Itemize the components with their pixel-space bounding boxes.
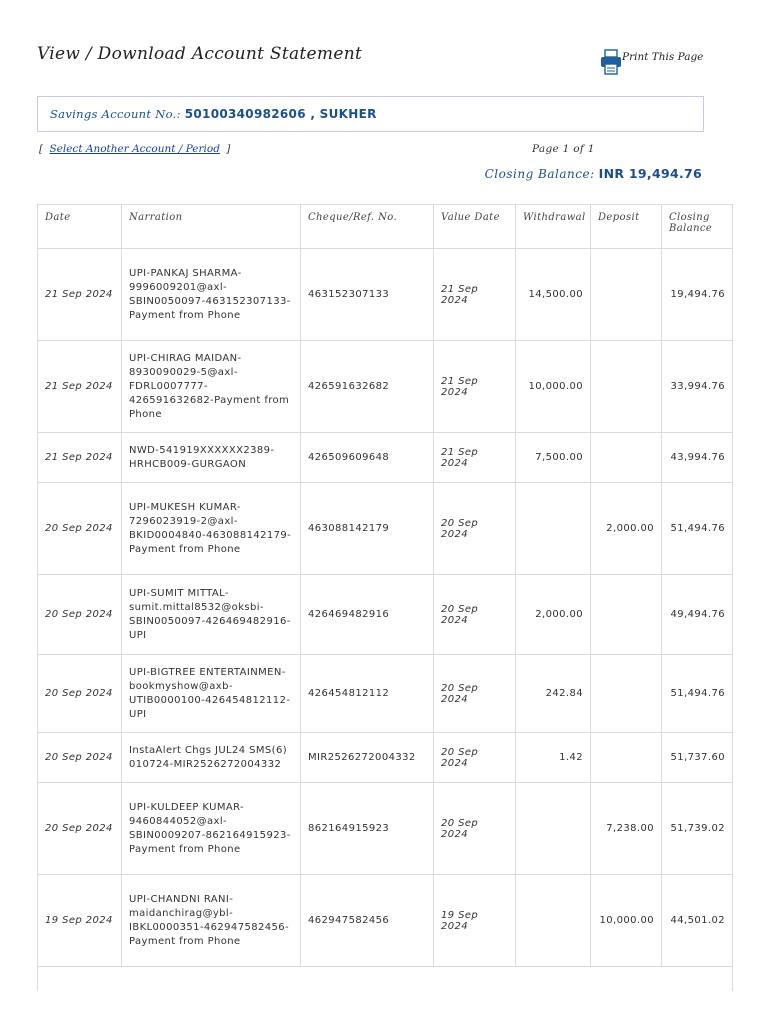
cell-ref: MIR2526272004332: [301, 733, 434, 783]
cell-balance: 51,739.02: [662, 783, 733, 875]
table-row: [38, 783, 733, 875]
table-row: [38, 575, 733, 655]
cell-narration: InstaAlert Chgs JUL24 SMS(6) 010724-MIR2526272004332: [122, 733, 301, 783]
bracket-open: [: [39, 143, 44, 155]
cell-empty: [122, 967, 301, 991]
cell-balance: 51,737.60: [662, 733, 733, 783]
cell-narration: UPI-PANKAJ SHARMA-9996009201@axl-SBIN0050097-463152307133-Payment from Phone: [122, 249, 301, 341]
cell-empty: [591, 967, 662, 991]
cell-date: 21 Sep 2024: [38, 341, 122, 433]
statement-table: [37, 204, 733, 991]
cell-narration: UPI-MUKESH KUMAR-7296023919-2@axl-BKID0004840-463088142179-Payment from Phone: [122, 483, 301, 575]
cell-empty: [662, 967, 733, 991]
cell-ref: 862164915923: [301, 783, 434, 875]
cell-deposit: 7,238.00: [591, 783, 662, 875]
cell-ref: 426591632682: [301, 341, 434, 433]
table-row-partial: [38, 967, 733, 991]
cell-ref: 426469482916: [301, 575, 434, 655]
account-number-label: Savings Account No.:: [50, 107, 181, 121]
cell-value-date: 20 Sep 2024: [434, 483, 516, 575]
bracket-close: ]: [226, 143, 231, 155]
cell-deposit: 10,000.00: [591, 875, 662, 967]
col-header-ref: Cheque/Ref. No.: [301, 205, 434, 249]
select-account-row: [39, 143, 230, 155]
cell-withdrawal: [516, 783, 591, 875]
cell-deposit: [591, 733, 662, 783]
cell-value-date: 20 Sep 2024: [434, 655, 516, 733]
cell-ref: 463152307133: [301, 249, 434, 341]
cell-date: 20 Sep 2024: [38, 575, 122, 655]
cell-ref: 426509609648: [301, 433, 434, 483]
cell-deposit: [591, 433, 662, 483]
cell-empty: [434, 967, 516, 991]
cell-narration: NWD-541919XXXXXX2389-HRHCB009-GURGAON: [122, 433, 301, 483]
cell-withdrawal: [516, 875, 591, 967]
cell-date: 19 Sep 2024: [38, 875, 122, 967]
cell-balance: 51,494.76: [662, 655, 733, 733]
cell-balance: 43,994.76: [662, 433, 733, 483]
cell-date: 20 Sep 2024: [38, 733, 122, 783]
page-title: View / Download Account Statement: [37, 44, 363, 64]
cell-deposit: [591, 655, 662, 733]
cell-date: 20 Sep 2024: [38, 783, 122, 875]
table-row: [38, 341, 733, 433]
print-page-label[interactable]: Print This Page: [622, 51, 704, 63]
cell-ref: 463088142179: [301, 483, 434, 575]
table-row: [38, 433, 733, 483]
cell-value-date: 20 Sep 2024: [434, 575, 516, 655]
cell-narration: UPI-SUMIT MITTAL-sumit.mittal8532@oksbi-SBIN0050097-426469482916-UPI: [122, 575, 301, 655]
col-header-deposit: Deposit: [591, 205, 662, 249]
col-header-withdrawal: Withdrawal: [516, 205, 591, 249]
cell-value-date: 20 Sep 2024: [434, 783, 516, 875]
cell-value-date: 21 Sep 2024: [434, 249, 516, 341]
cell-deposit: 2,000.00: [591, 483, 662, 575]
cell-withdrawal: 10,000.00: [516, 341, 591, 433]
cell-empty: [301, 967, 434, 991]
print-page-link[interactable]: [600, 49, 703, 75]
closing-balance: [485, 166, 702, 181]
cell-value-date: 20 Sep 2024: [434, 733, 516, 783]
cell-ref: 426454812112: [301, 655, 434, 733]
cell-balance: 49,494.76: [662, 575, 733, 655]
select-another-account-link[interactable]: Select Another Account / Period: [49, 143, 220, 155]
cell-withdrawal: [516, 483, 591, 575]
page-indicator: Page 1 of 1: [532, 143, 595, 155]
table-row: [38, 733, 733, 783]
cell-empty: [38, 967, 122, 991]
cell-withdrawal: 1.42: [516, 733, 591, 783]
cell-withdrawal: 2,000.00: [516, 575, 591, 655]
col-header-value-date: Value Date: [434, 205, 516, 249]
cell-value-date: 21 Sep 2024: [434, 341, 516, 433]
cell-narration: UPI-BIGTREE ENTERTAINMEN-bookmyshow@axb-UTIB0000100-426454812112-UPI: [122, 655, 301, 733]
cell-date: 20 Sep 2024: [38, 483, 122, 575]
closing-balance-label: Closing Balance:: [484, 167, 595, 181]
col-header-date: Date: [38, 205, 122, 249]
cell-balance: 44,501.02: [662, 875, 733, 967]
cell-deposit: [591, 575, 662, 655]
col-header-narration: Narration: [122, 205, 301, 249]
account-number-value: 50100340982606 , SUKHER: [184, 107, 377, 121]
closing-balance-value: INR 19,494.76: [598, 166, 702, 181]
cell-date: 20 Sep 2024: [38, 655, 122, 733]
table-row: [38, 655, 733, 733]
cell-date: 21 Sep 2024: [38, 249, 122, 341]
table-row: [38, 483, 733, 575]
cell-withdrawal: 7,500.00: [516, 433, 591, 483]
cell-empty: [516, 967, 591, 991]
table-row: [38, 249, 733, 341]
col-header-closing-balance: Closing Balance: [662, 205, 733, 249]
cell-deposit: [591, 249, 662, 341]
printer-icon[interactable]: [600, 49, 622, 75]
table-row: [38, 875, 733, 967]
cell-value-date: 21 Sep 2024: [434, 433, 516, 483]
cell-deposit: [591, 341, 662, 433]
cell-withdrawal: 242.84: [516, 655, 591, 733]
cell-date: 21 Sep 2024: [38, 433, 122, 483]
cell-balance: 33,994.76: [662, 341, 733, 433]
cell-value-date: 19 Sep 2024: [434, 875, 516, 967]
cell-balance: 19,494.76: [662, 249, 733, 341]
cell-withdrawal: 14,500.00: [516, 249, 591, 341]
cell-ref: 462947582456: [301, 875, 434, 967]
cell-narration: UPI-CHIRAG MAIDAN-8930090029-5@axl-FDRL0007777-426591632682-Payment from Phone: [122, 341, 301, 433]
table-header-row: [38, 205, 733, 249]
account-info-box: [37, 96, 704, 132]
cell-narration: UPI-CHANDNI RANI-maidanchirag@ybl-IBKL0000351-462947582456-Payment from Phone: [122, 875, 301, 967]
cell-balance: 51,494.76: [662, 483, 733, 575]
cell-narration: UPI-KULDEEP KUMAR-9460844052@axl-SBIN0009207-862164915923-Payment from Phone: [122, 783, 301, 875]
